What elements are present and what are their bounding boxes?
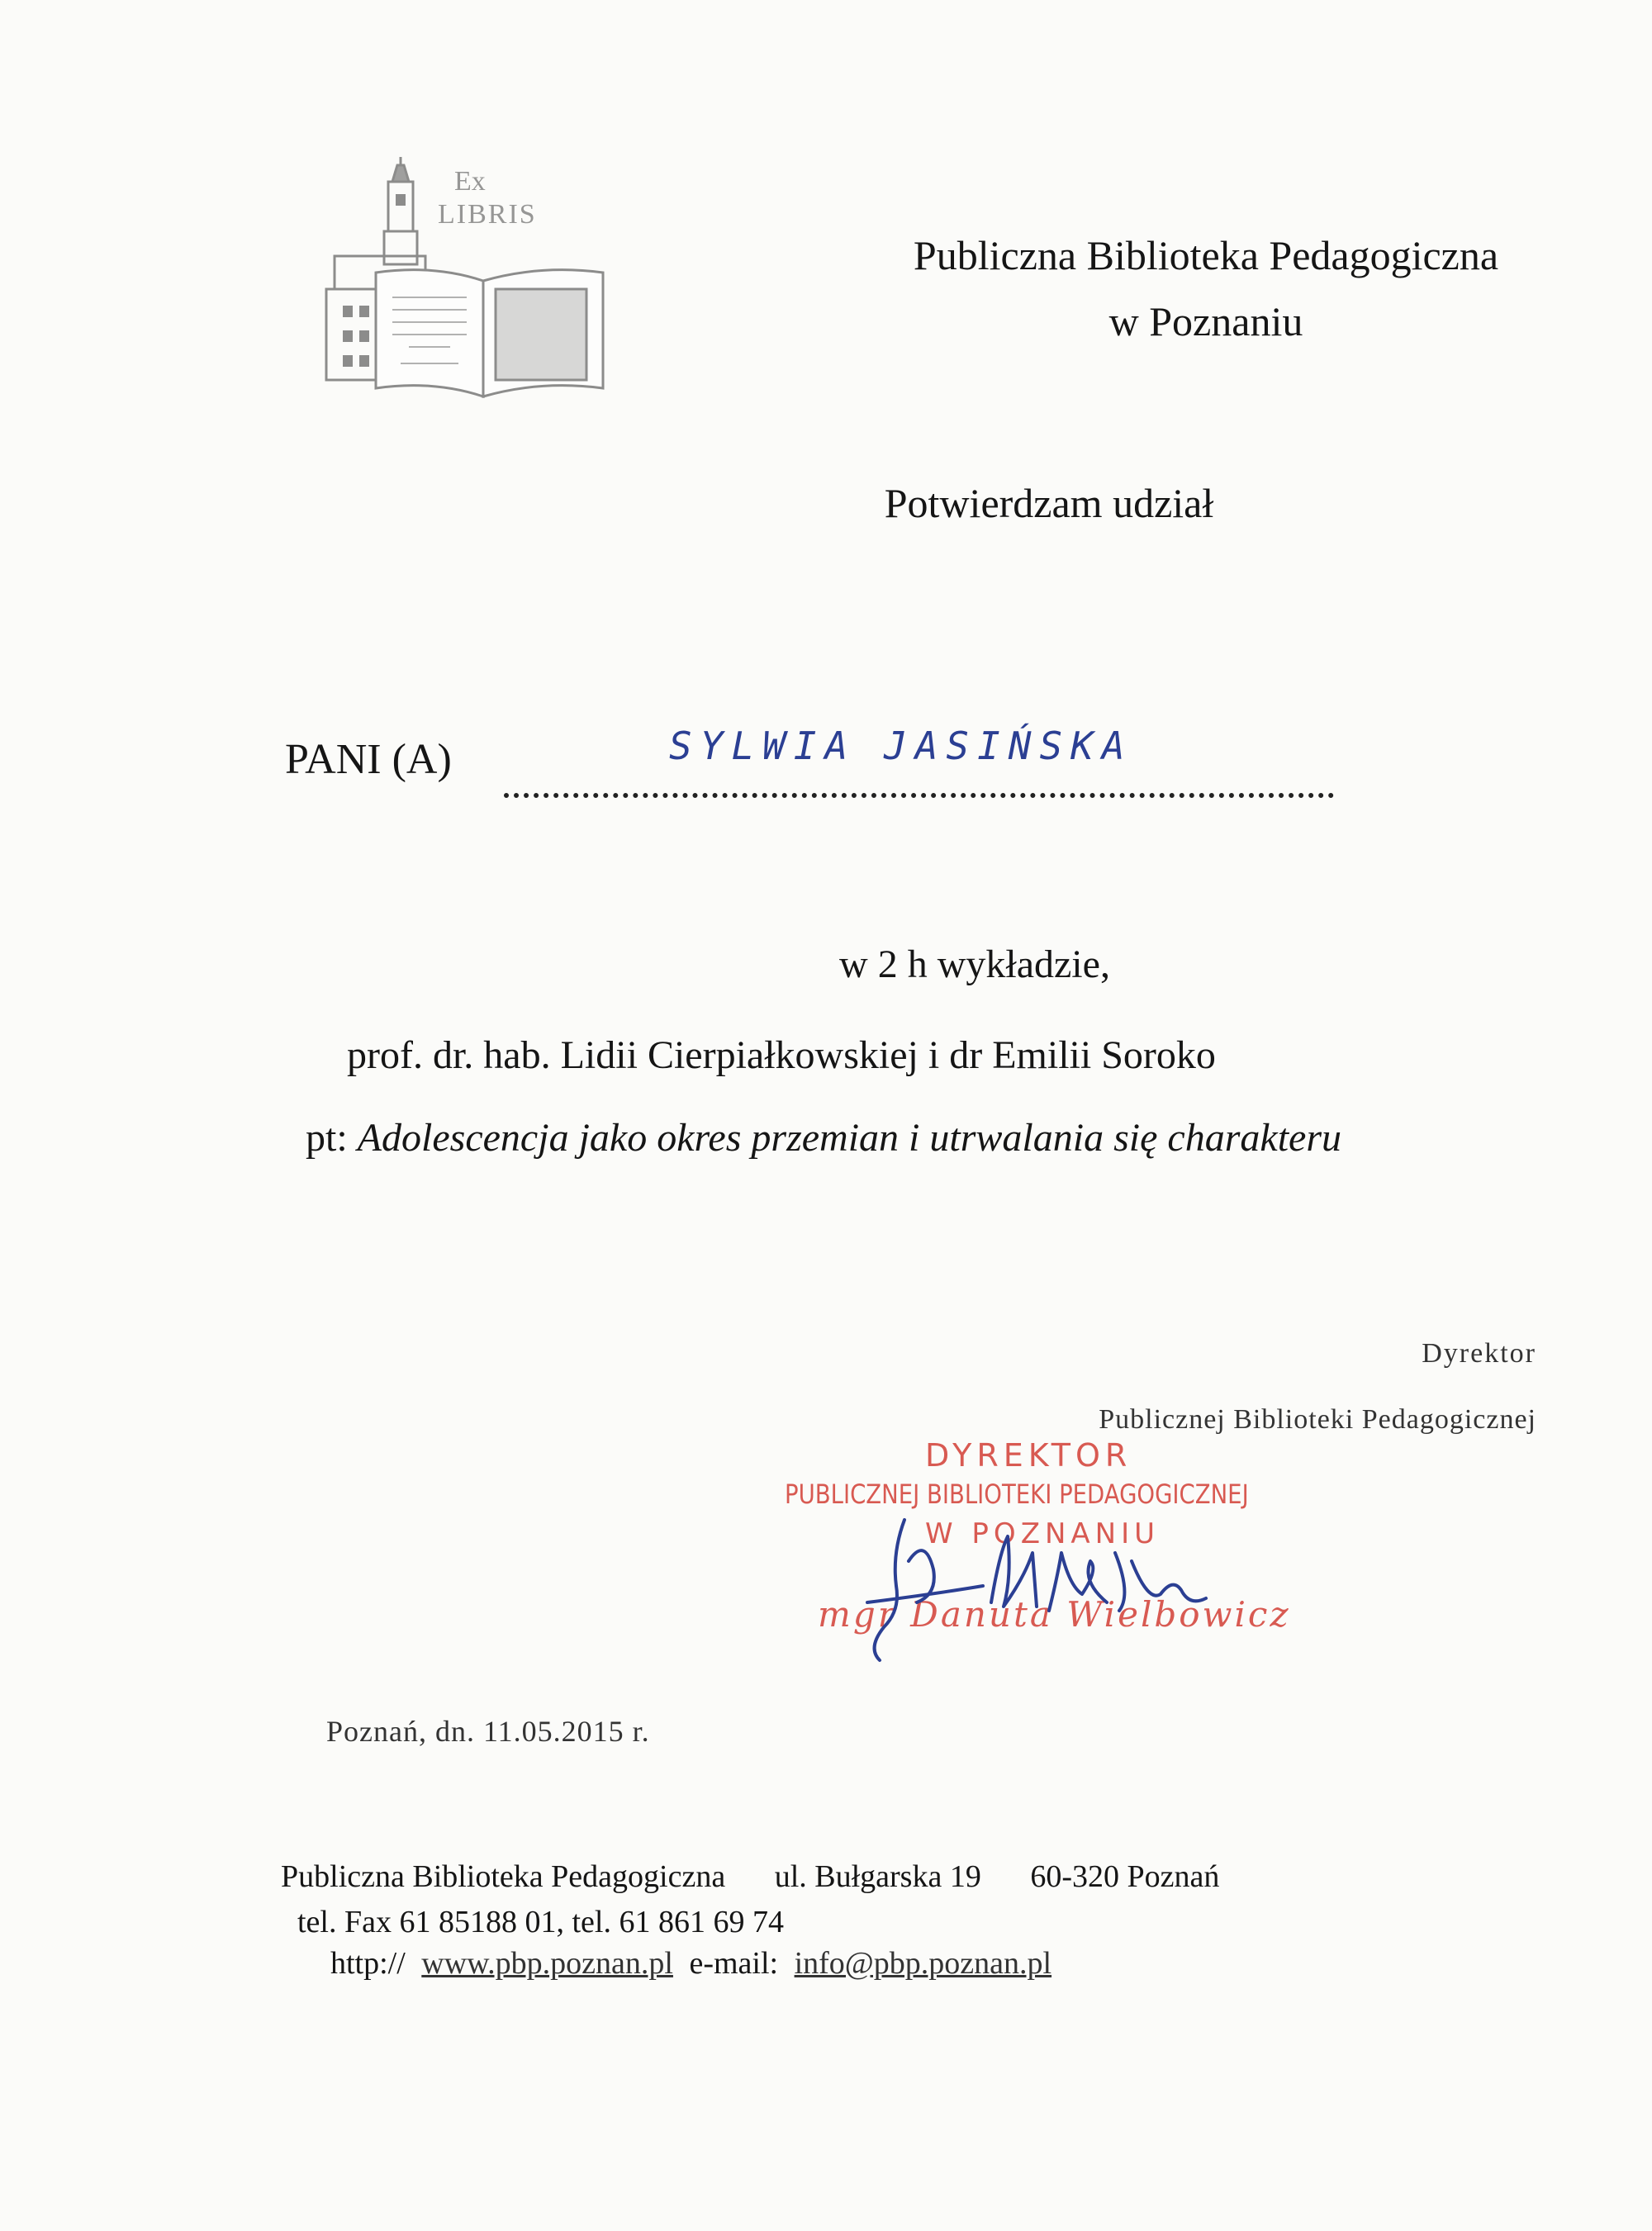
participant-label: PANI (A) [285,736,452,783]
confirmation-heading: Potwierdzam udział [884,480,1214,526]
exlibris-line1: Ex [454,166,486,197]
topic-prefix: pt: [306,1116,348,1160]
stamp-line1: DYREKTOR [925,1437,1132,1474]
signatory-institution: Publicznej Biblioteki Pedagogicznej [1099,1404,1536,1435]
exlibris-logo [318,132,615,413]
stamp-line2: PUBLICZNEJ BIBLIOTEKI PEDAGOGICZNEJ [785,1479,1249,1510]
footer-street: ul. Bułgarska 19 [774,1859,981,1894]
institution-name: Publiczna Biblioteka Pedagogiczna [913,232,1499,278]
stamp-line4: mgr Danuta Wielbowicz [818,1594,1291,1635]
institution-city: w Poznaniu [1108,298,1303,344]
participant-first-name: SYLWIA [669,724,857,768]
footer-city: 60-320 Poznań [1030,1859,1220,1894]
signatory-title: Dyrektor [1422,1338,1536,1369]
lecturers: prof. dr. hab. Lidii Cierpiałkowskiej i dr Emilii Soroko [347,1033,1216,1077]
participant-last-name: JASIŃSKA [884,724,1133,768]
footer-email-label: e-mail: [689,1946,779,1981]
footer-phones: tel. Fax 61 85188 01, tel. 61 861 69 74 [297,1905,784,1939]
lecture-duration: w 2 h wykładzie, [839,942,1110,986]
participant-field [504,724,1334,798]
participant-handwritten-name [504,724,1334,781]
footer-email-link[interactable]: info@pbp.poznan.pl [794,1946,1052,1981]
footer-website-link[interactable]: www.pbp.poznan.pl [421,1946,673,1981]
director-signature [834,1503,1222,1669]
footer-address [281,1858,1260,1895]
footer-contact [330,1945,1060,1982]
footer-http-label: http:// [330,1946,406,1981]
topic-title: Adolescencja jako okres przemian i utrwalania się charakteru [357,1116,1342,1160]
exlibris-line2: LIBRIS [438,199,537,230]
footer-institution: Publiczna Biblioteka Pedagogiczna [281,1859,726,1894]
participant-row [285,724,1334,801]
stamp-line3: W POZNANIU [925,1517,1161,1550]
lecture-topic [306,1115,1627,1161]
issue-date: Poznań, dn. 11.05.2015 r. [326,1715,650,1748]
